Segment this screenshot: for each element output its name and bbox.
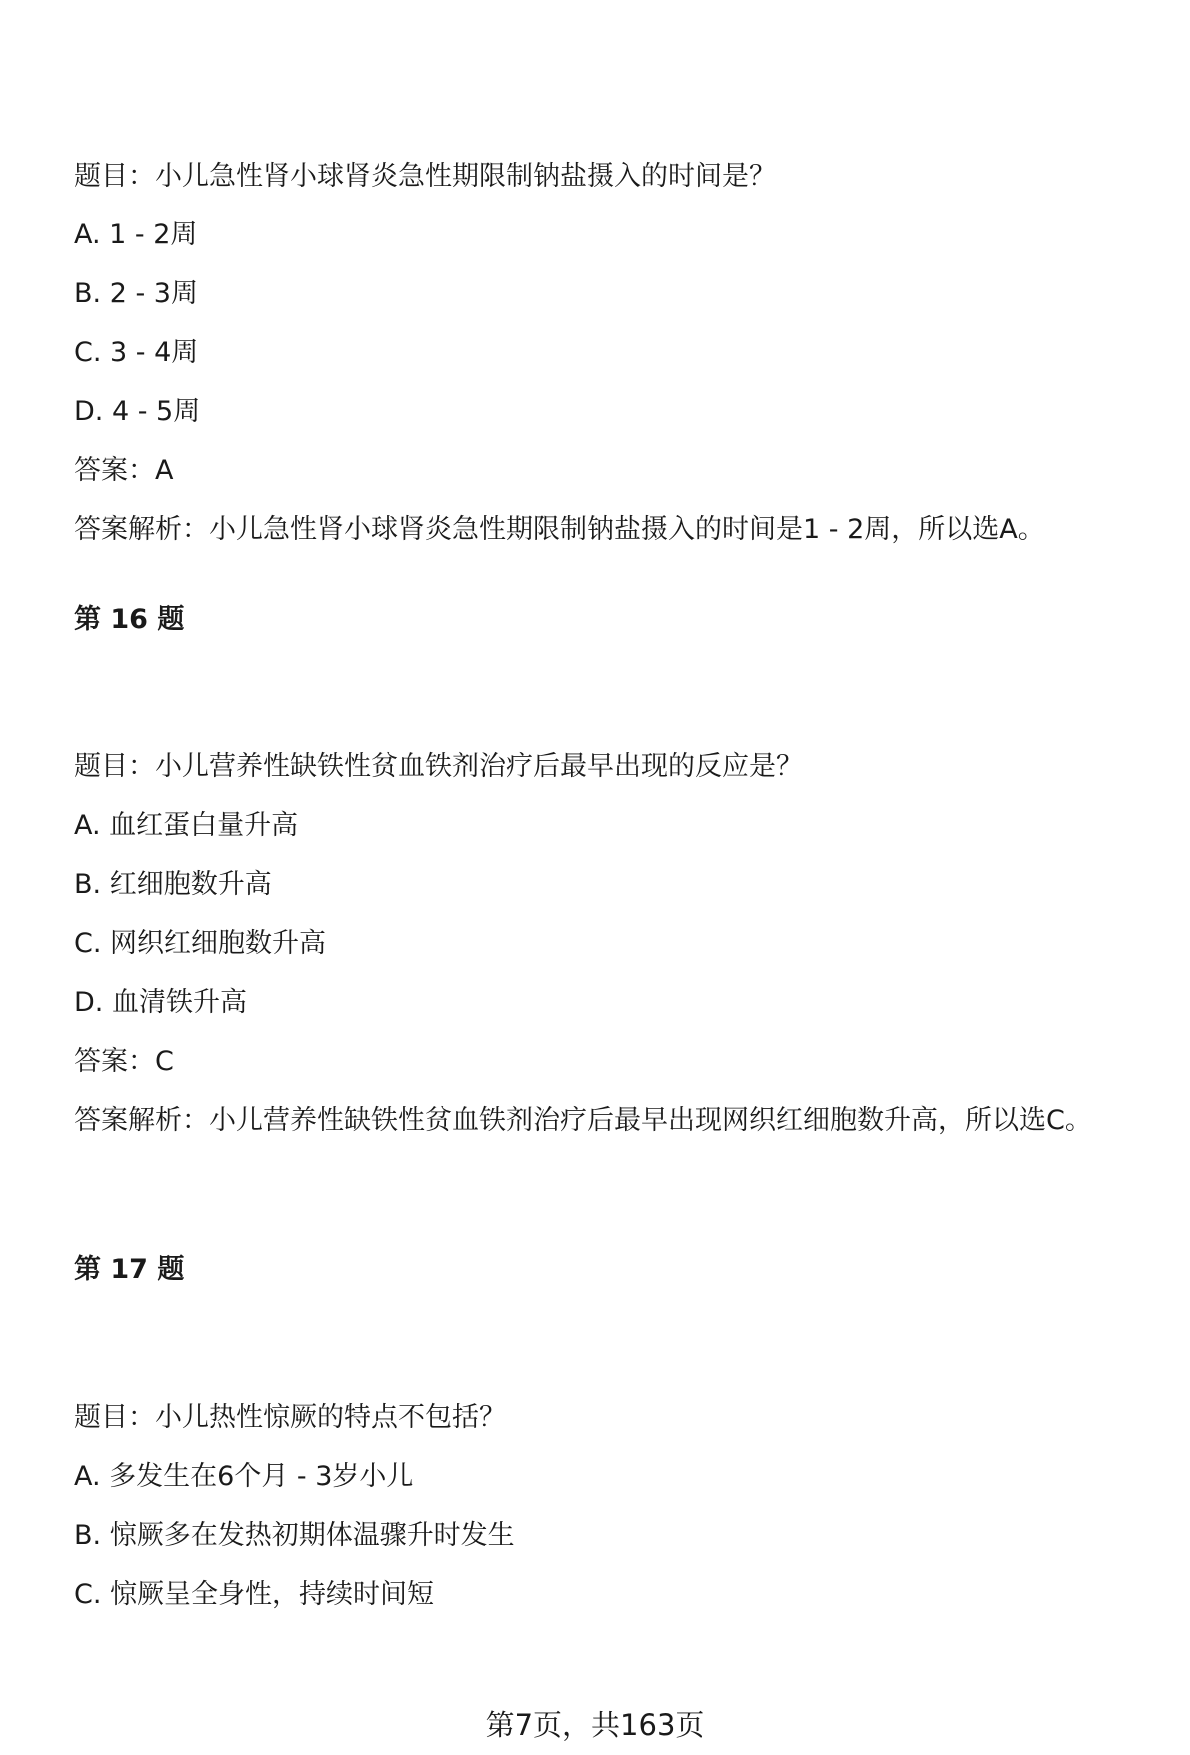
q15-option-a: A. 1 - 2周 <box>74 219 198 250</box>
q15-question: 题目：小儿急性肾小球肾炎急性期限制钠盐摄入的时间是？ <box>74 161 776 192</box>
q17-option-b: B. 惊厥多在发热初期体温骤升时发生 <box>74 1520 515 1551</box>
q17-heading: 第 17 题 <box>74 1254 185 1285</box>
q16-explanation: 答案解析：小儿营养性缺铁性贫血铁剂治疗后最早出现网织红细胞数升高，所以选C。 <box>74 1105 1092 1136</box>
q15-answer: 答案：A <box>74 455 174 486</box>
q17-option-a: A. 多发生在6个月 - 3岁小儿 <box>74 1461 414 1492</box>
q16-answer: 答案：C <box>74 1046 174 1077</box>
q17-question: 题目：小儿热性惊厥的特点不包括？ <box>74 1402 506 1433</box>
q15-explanation: 答案解析：小儿急性肾小球肾炎急性期限制钠盐摄入的时间是1 - 2周，所以选A。 <box>74 514 1045 545</box>
q15-option-b: B. 2 - 3周 <box>74 278 198 309</box>
q16-option-a: A. 血红蛋白量升高 <box>74 810 299 841</box>
q16-option-b: B. 红细胞数升高 <box>74 869 272 900</box>
page-number-footer: 第7页，共163页 <box>485 1708 705 1742</box>
q17-option-c: C. 惊厥呈全身性，持续时间短 <box>74 1579 435 1610</box>
q16-question: 题目：小儿营养性缺铁性贫血铁剂治疗后最早出现的反应是？ <box>74 751 803 782</box>
q16-heading: 第 16 题 <box>74 604 185 635</box>
q16-option-c: C. 网织红细胞数升高 <box>74 928 327 959</box>
q16-option-d: D. 血清铁升高 <box>74 987 247 1018</box>
q15-option-c: C. 3 - 4周 <box>74 337 199 368</box>
q15-option-d: D. 4 - 5周 <box>74 396 201 427</box>
